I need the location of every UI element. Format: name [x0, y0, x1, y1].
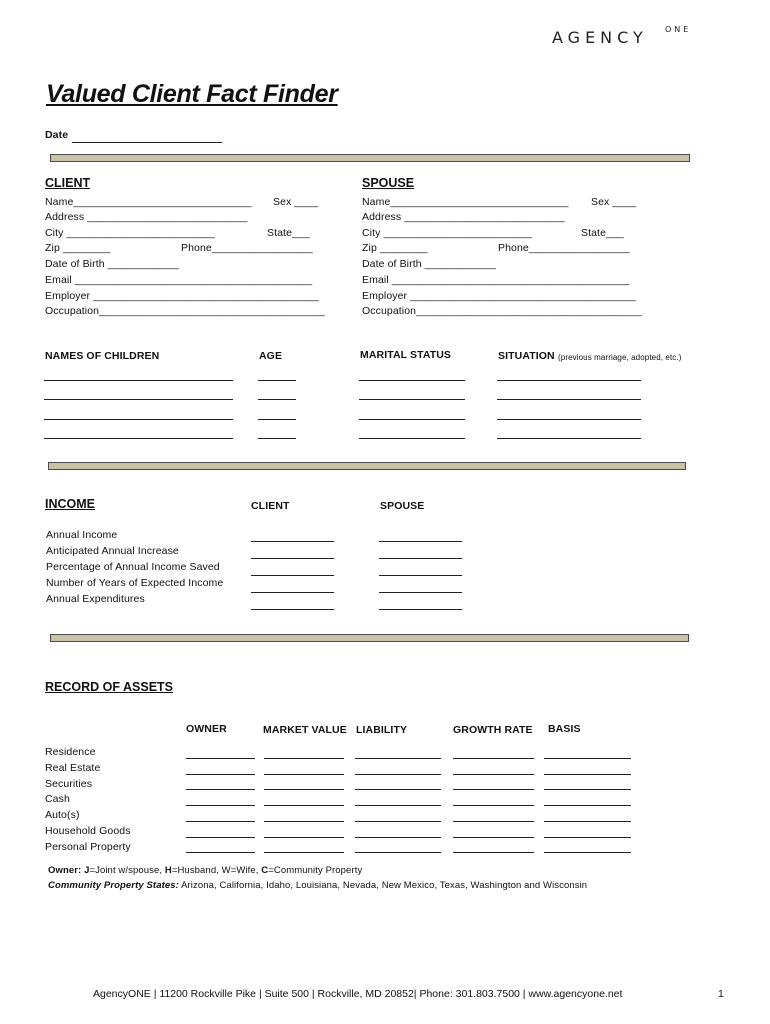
child-marital-line[interactable]: [359, 380, 465, 381]
income-spouse-line[interactable]: [379, 609, 462, 610]
asset-market-value-line[interactable]: [264, 758, 344, 759]
community-property-states: Arizona, California, Idaho, Louisiana, Nevada, New Mexico, Texas, Washington and Wisconsin: [181, 880, 588, 891]
asset-market-value-line[interactable]: [264, 774, 344, 775]
income-client-header: CLIENT: [251, 500, 290, 512]
income-client-line[interactable]: [251, 558, 334, 559]
spouse-name-field[interactable]: Name______________________________: [362, 196, 569, 208]
spouse-phone-field[interactable]: Phone_________________: [498, 242, 630, 254]
children-names-header: NAMES OF CHILDREN: [45, 350, 160, 362]
page-title: Valued Client Fact Finder: [46, 80, 338, 108]
client-occupation-field[interactable]: Occupation______________________________________: [45, 305, 325, 317]
asset-growth-rate-line[interactable]: [453, 805, 534, 806]
asset-growth-rate-line[interactable]: [453, 789, 534, 790]
assets-heading: RECORD OF ASSETS: [45, 680, 174, 694]
children-age-header: AGE: [259, 350, 283, 362]
asset-liability-line[interactable]: [355, 821, 441, 822]
asset-liability-line[interactable]: [355, 805, 441, 806]
client-email-field[interactable]: Email ________________________________________: [45, 274, 313, 286]
children-situation-header: SITUATION: [498, 350, 555, 362]
owner-legend-j: J: [84, 865, 90, 876]
asset-row-label: Residence: [45, 746, 96, 758]
income-client-line[interactable]: [251, 541, 334, 542]
date-line[interactable]: [72, 142, 222, 143]
date-label: Date: [45, 129, 69, 141]
spouse-email-field[interactable]: Email ________________________________________: [362, 274, 630, 286]
child-age-line[interactable]: [258, 419, 296, 420]
spouse-dob-field[interactable]: Date of Birth ____________: [362, 258, 496, 270]
asset-basis-line[interactable]: [544, 837, 631, 838]
income-client-line[interactable]: [251, 592, 334, 593]
income-spouse-header: SPOUSE: [380, 500, 425, 512]
client-sex-field[interactable]: Sex ____: [273, 196, 319, 208]
asset-growth-rate-line[interactable]: [453, 852, 534, 853]
asset-basis-line[interactable]: [544, 805, 631, 806]
community-property-label: Community Property States:: [48, 880, 179, 891]
children-situation-note: (previous marriage, adopted, etc.): [558, 353, 682, 362]
assets-col-growth-rate: GROWTH RATE: [453, 724, 533, 736]
income-spouse-line[interactable]: [379, 592, 462, 593]
child-name-line[interactable]: [44, 399, 233, 400]
asset-row-label: Securities: [45, 778, 93, 790]
owner-legend-text: =Community Property: [268, 865, 363, 876]
asset-owner-line[interactable]: [186, 774, 255, 775]
asset-market-value-line[interactable]: [264, 821, 344, 822]
asset-liability-line[interactable]: [355, 758, 441, 759]
asset-liability-line[interactable]: [355, 774, 441, 775]
income-row-label: Annual Expenditures: [46, 593, 145, 605]
asset-basis-line[interactable]: [544, 852, 631, 853]
client-address-field[interactable]: Address ___________________________: [45, 211, 248, 223]
agency-logo: AGENCY: [552, 28, 648, 47]
asset-market-value-line[interactable]: [264, 805, 344, 806]
child-name-line[interactable]: [44, 438, 233, 439]
spouse-city-field[interactable]: City _________________________: [362, 227, 532, 239]
asset-owner-line[interactable]: [186, 821, 255, 822]
owner-legend: [48, 864, 362, 877]
asset-liability-line[interactable]: [355, 789, 441, 790]
owner-legend-text: =Joint w/spouse,: [89, 865, 163, 876]
page-number: 1: [718, 988, 724, 1000]
child-situation-line[interactable]: [497, 399, 641, 400]
assets-col-market-value: MARKET VALUE: [263, 724, 347, 736]
asset-row-label: Real Estate: [45, 762, 101, 774]
income-row-label: Number of Years of Expected Income: [46, 577, 224, 589]
asset-row-label: Cash: [45, 793, 70, 805]
spouse-occupation-field[interactable]: Occupation______________________________________: [362, 305, 642, 317]
child-name-line[interactable]: [44, 380, 233, 381]
asset-market-value-line[interactable]: [264, 789, 344, 790]
income-client-line[interactable]: [251, 609, 334, 610]
client-phone-field[interactable]: Phone_________________: [181, 242, 313, 254]
client-city-field[interactable]: City _________________________: [45, 227, 215, 239]
asset-row-label: Personal Property: [45, 841, 131, 853]
asset-owner-line[interactable]: [186, 837, 255, 838]
owner-legend-label: Owner:: [48, 865, 82, 876]
section-divider: [50, 634, 689, 642]
client-state-field[interactable]: State___: [267, 227, 310, 239]
owner-legend-h: H: [164, 865, 172, 876]
child-situation-line[interactable]: [497, 419, 641, 420]
asset-growth-rate-line[interactable]: [453, 837, 534, 838]
asset-market-value-line[interactable]: [264, 837, 344, 838]
footer-text: AgencyONE | 11200 Rockville Pike | Suite 500 | Rockville, MD 20852| Phone: 301.803.7500 | www.agencyone.net: [93, 988, 623, 1000]
assets-col-liability: LIABILITY: [356, 724, 408, 736]
client-heading: CLIENT: [45, 176, 91, 190]
client-dob-field[interactable]: Date of Birth ____________: [45, 258, 179, 270]
asset-owner-line[interactable]: [186, 758, 255, 759]
spouse-employer-field[interactable]: Employer ______________________________________: [362, 290, 636, 302]
spouse-address-field[interactable]: Address ___________________________: [362, 211, 565, 223]
spouse-sex-field[interactable]: Sex ____: [591, 196, 637, 208]
income-heading: INCOME: [45, 497, 95, 511]
child-name-line[interactable]: [44, 419, 233, 420]
asset-growth-rate-line[interactable]: [453, 774, 534, 775]
client-name-field[interactable]: Name______________________________: [45, 196, 252, 208]
child-age-line[interactable]: [258, 380, 296, 381]
income-client-line[interactable]: [251, 575, 334, 576]
asset-basis-line[interactable]: [544, 774, 631, 775]
income-spouse-line[interactable]: [379, 575, 462, 576]
child-situation-line[interactable]: [497, 380, 641, 381]
asset-row-label: Household Goods: [45, 825, 131, 837]
spouse-zip-field[interactable]: Zip ________: [362, 242, 428, 254]
asset-market-value-line[interactable]: [264, 852, 344, 853]
client-employer-field[interactable]: Employer ______________________________________: [45, 290, 319, 302]
child-age-line[interactable]: [258, 438, 296, 439]
asset-basis-line[interactable]: [544, 758, 631, 759]
section-divider: [48, 462, 686, 470]
asset-basis-line[interactable]: [544, 789, 631, 790]
asset-basis-line[interactable]: [544, 821, 631, 822]
assets-col-owner: OWNER: [186, 723, 227, 735]
asset-liability-line[interactable]: [355, 852, 441, 853]
income-row-label: Annual Income: [46, 529, 118, 541]
income-spouse-line[interactable]: [379, 558, 462, 559]
spouse-state-field[interactable]: State___: [581, 227, 624, 239]
asset-owner-line[interactable]: [186, 789, 255, 790]
client-zip-field[interactable]: Zip ________: [45, 242, 111, 254]
community-property-note: [48, 879, 587, 892]
income-spouse-line[interactable]: [379, 541, 462, 542]
asset-owner-line[interactable]: [186, 852, 255, 853]
asset-growth-rate-line[interactable]: [453, 758, 534, 759]
child-situation-line[interactable]: [497, 438, 641, 439]
child-marital-line[interactable]: [359, 399, 465, 400]
child-age-line[interactable]: [258, 399, 296, 400]
income-row-label: Percentage of Annual Income Saved: [46, 561, 220, 573]
assets-col-basis: BASIS: [548, 723, 581, 735]
agency-logo-one: ONE: [665, 25, 692, 34]
section-divider: [50, 154, 690, 162]
asset-liability-line[interactable]: [355, 837, 441, 838]
child-marital-line[interactable]: [359, 419, 465, 420]
spouse-heading: SPOUSE: [362, 176, 415, 190]
asset-row-label: Auto(s): [45, 809, 80, 821]
owner-legend-text: =Husband, W=Wife,: [171, 865, 259, 876]
children-marital-header: MARITAL STATUS: [360, 349, 452, 361]
asset-owner-line[interactable]: [186, 805, 255, 806]
income-row-label: Anticipated Annual Increase: [46, 545, 179, 557]
asset-growth-rate-line[interactable]: [453, 821, 534, 822]
owner-legend-c: C: [261, 865, 269, 876]
child-marital-line[interactable]: [359, 438, 465, 439]
